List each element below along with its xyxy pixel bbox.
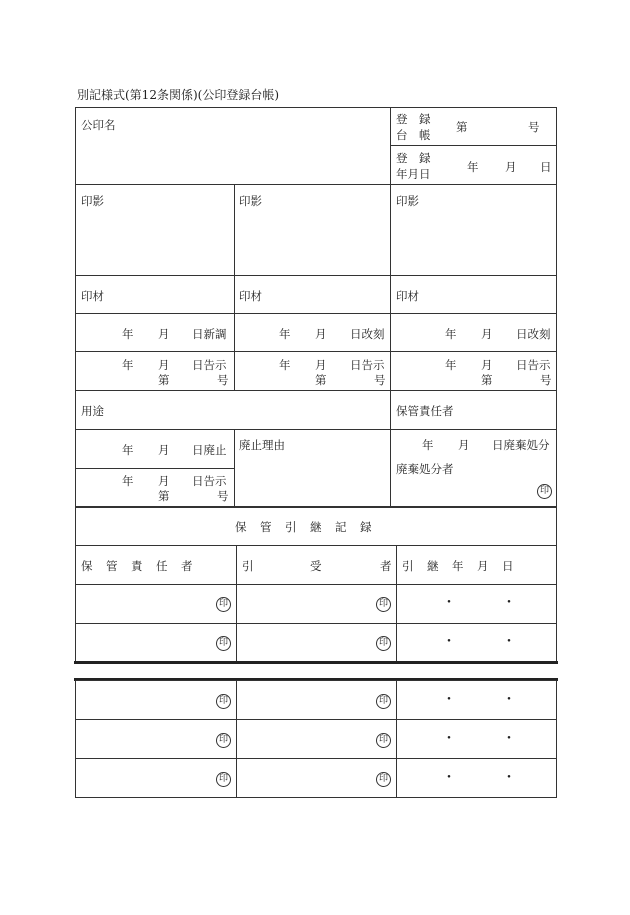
seal-icon: 印 [216, 597, 231, 612]
change-date-label-3: 日改刻 [516, 327, 551, 341]
notice-nen-2: 年 [279, 358, 291, 372]
date-dot: ・ [502, 770, 516, 786]
disposer-seal-icon: 印 [537, 484, 552, 499]
date-dot: ・ [442, 595, 456, 611]
notice-nen-1: 年 [122, 358, 134, 372]
impression-label-2: 印影 [239, 194, 262, 208]
dispose-label: 日廃棄処分 [492, 438, 550, 452]
ledger-dai: 第 [456, 120, 468, 134]
col-custodian: 保 管 責 任 者 [81, 559, 194, 573]
new-date-label: 日新調 [192, 327, 227, 341]
ledger-go: 号 [528, 120, 540, 134]
date-dot: ・ [442, 692, 456, 708]
notice-go-3: 号 [540, 373, 552, 387]
abolish-notice-tsuki: 月 [158, 474, 170, 488]
date-dot: ・ [442, 634, 456, 650]
notice-go-1: 号 [217, 373, 229, 387]
change-date-label-2: 日改刻 [350, 327, 385, 341]
reg-date-hi: 日 [540, 160, 552, 174]
change-date-tsuki-2: 月 [315, 327, 327, 341]
abolish-label: 日廃止 [192, 443, 227, 457]
seal-icon: 印 [376, 636, 391, 651]
col-receiver-a: 引 [242, 559, 254, 573]
abolish-notice-dai: 第 [158, 489, 170, 503]
dispose-nen: 年 [422, 438, 434, 452]
seal-icon: 印 [376, 597, 391, 612]
notice-tsuki-2: 月 [315, 358, 327, 372]
ledger-label-bottom: 台 帳 [396, 128, 431, 142]
notice-nen-3: 年 [445, 358, 457, 372]
purpose-label: 用途 [81, 404, 104, 418]
date-dot: ・ [502, 731, 516, 747]
reg-date-nen: 年 [467, 160, 479, 174]
notice-label-1: 日告示 [192, 358, 227, 372]
abolish-notice-go: 号 [217, 489, 229, 503]
change-date-tsuki-3: 月 [481, 327, 493, 341]
material-label-1: 印材 [81, 289, 104, 303]
change-date-nen-3: 年 [445, 327, 457, 341]
ledger-label-top: 登 録 [396, 112, 431, 126]
seal-icon: 印 [216, 636, 231, 651]
seal-icon: 印 [376, 694, 391, 709]
seal-icon: 印 [376, 733, 391, 748]
reg-date-label-bottom: 年月日 [396, 167, 431, 181]
seal-icon: 印 [216, 694, 231, 709]
custodian-label: 保管責任者 [396, 404, 454, 418]
seal-register-form [75, 107, 557, 507]
date-dot: ・ [502, 692, 516, 708]
date-dot: ・ [442, 770, 456, 786]
date-dot: ・ [502, 634, 516, 650]
seal-icon: 印 [216, 733, 231, 748]
seal-icon: 印 [376, 772, 391, 787]
notice-dai-3: 第 [481, 373, 493, 387]
notice-label-3: 日告示 [516, 358, 551, 372]
material-label-2: 印材 [239, 289, 262, 303]
notice-tsuki-1: 月 [158, 358, 170, 372]
section-break-top [74, 661, 558, 664]
dispose-tsuki: 月 [458, 438, 470, 452]
col-receiver-c: 者 [380, 559, 392, 573]
abolish-nen: 年 [122, 443, 134, 457]
col-receiver-b: 受 [310, 559, 322, 573]
notice-label-2: 日告示 [350, 358, 385, 372]
impression-label-1: 印影 [81, 194, 104, 208]
seal-name-label: 公印名 [81, 118, 116, 132]
handover-continuation-table [75, 680, 557, 798]
col-handover-date: 引 継 年 月 日 [402, 559, 515, 573]
disposer-label: 廃棄処分者 [396, 462, 454, 476]
notice-dai-1: 第 [158, 373, 170, 387]
impression-label-3: 印影 [396, 194, 419, 208]
abolish-notice-nen: 年 [122, 474, 134, 488]
seal-icon: 印 [216, 772, 231, 787]
abolish-notice-label: 日告示 [192, 474, 227, 488]
notice-tsuki-3: 月 [481, 358, 493, 372]
handover-title: 保 管 引 継 記 録 [235, 520, 373, 534]
reg-date-label-top: 登 録 [396, 151, 431, 165]
form-title: 別記様式(第12条関係)(公印登録台帳) [77, 88, 279, 102]
change-date-nen-2: 年 [279, 327, 291, 341]
notice-go-2: 号 [374, 373, 386, 387]
reg-date-tsuki: 月 [505, 160, 517, 174]
new-date-nen: 年 [122, 327, 134, 341]
material-label-3: 印材 [396, 289, 419, 303]
date-dot: ・ [442, 731, 456, 747]
abolish-reason-label: 廃止理由 [239, 438, 285, 452]
notice-dai-2: 第 [315, 373, 327, 387]
new-date-tsuki: 月 [158, 327, 170, 341]
date-dot: ・ [502, 595, 516, 611]
abolish-tsuki: 月 [158, 443, 170, 457]
